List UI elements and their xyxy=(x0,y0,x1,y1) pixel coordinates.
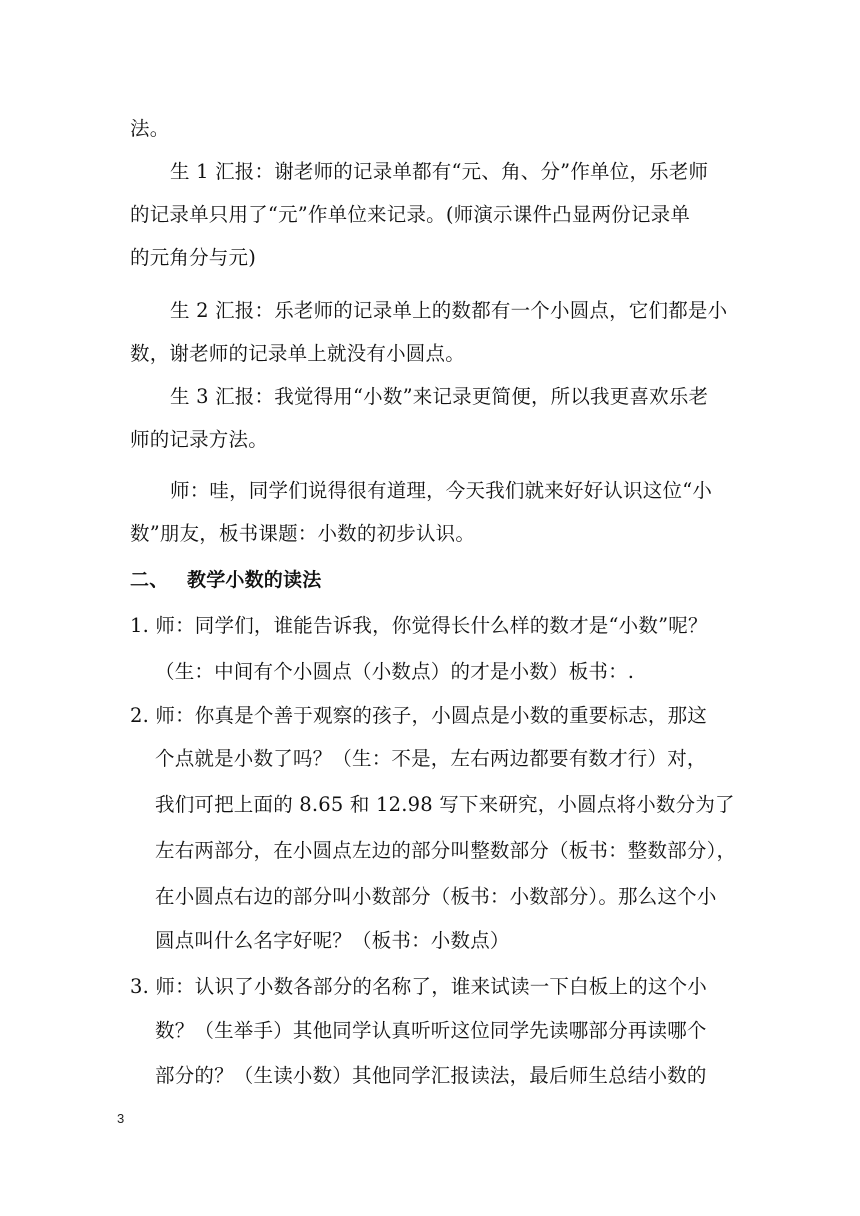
text-line: 在小圆点右边的部分叫小数部分（板书：小数部分）。那么这个小 xyxy=(155,885,717,908)
section-heading xyxy=(130,566,321,594)
section-number: 二、 xyxy=(130,569,169,591)
list-item: 3. 师：认识了小数各部分的名称了，谁来试读一下白板上的这个小 xyxy=(130,975,708,998)
text-line: 个点就是小数了吗？（生：不是，左右两边都要有数才行）对， xyxy=(155,747,707,770)
text-line: （生：中间有个小圆点（小数点）的才是小数）板书：. xyxy=(155,660,635,683)
text-line: 生 1 汇报：谢老师的记录单都有“元、角、分”作单位，乐老师 xyxy=(170,160,709,183)
text-line: 师的记录方法。 xyxy=(130,428,268,451)
text-line: 生 3 汇报：我觉得用“小数”来记录更简便，所以我更喜欢乐老 xyxy=(170,385,709,408)
text-line: 数？（生举手）其他同学认真听听这位同学先读哪部分再读哪个 xyxy=(155,1019,707,1042)
text-line: 生 2 汇报：乐老师的记录单上的数都有一个小圆点，它们都是小 xyxy=(170,299,728,322)
section-title: 教学小数的读法 xyxy=(187,569,322,591)
text-line: 数”朋友，板书课题：小数的初步认识。 xyxy=(130,522,476,545)
text-line: 师：哇，同学们说得很有道理，今天我们就来好好认识这位“小 xyxy=(170,479,713,502)
list-item: 2. 师：你真是个善于观察的孩子，小圆点是小数的重要标志，那这 xyxy=(130,704,708,727)
list-item: 1. 师：同学们，谁能告诉我，你觉得长什么样的数才是“小数”呢？ xyxy=(130,614,708,637)
text-line: 的记录单只用了“元”作单位来记录。(师演示课件凸显两份记录单 xyxy=(130,203,691,226)
text-line: 部分的？（生读小数）其他同学汇报读法，最后师生总结小数的 xyxy=(155,1064,707,1087)
text-line: 左右两部分，在小圆点左边的部分叫整数部分（板书：整数部分）， xyxy=(155,839,737,862)
text-line: 法。 xyxy=(130,117,170,140)
text-line: 圆点叫什么名字好呢？（板书：小数点） xyxy=(155,929,510,952)
text-line: 的元角分与元) xyxy=(130,246,257,269)
text-line: 数，谢老师的记录单上就没有小圆点。 xyxy=(130,342,465,365)
text-line: 我们可把上面的 8.65 和 12.98 写下来研究，小圆点将小数分为了 xyxy=(155,793,735,816)
page-number: 3 xyxy=(117,1111,125,1126)
